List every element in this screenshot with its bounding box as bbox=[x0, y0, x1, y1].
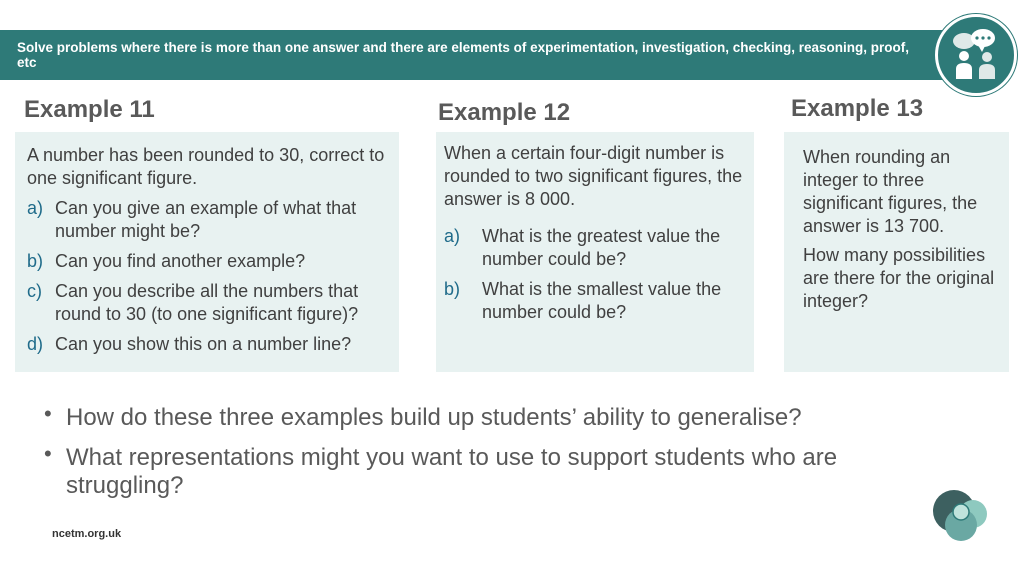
banner-title: Solve problems where there is more than one answer and there are elements of experimentation, investigation, checking, reasoning, proof, etc bbox=[17, 40, 909, 70]
example-11-intro: A number has been rounded to 30, correct to one significant figure. bbox=[27, 145, 385, 188]
bullet-item bbox=[44, 401, 944, 432]
example-13-para-2: How many possibilities are there for the original integer? bbox=[803, 245, 995, 311]
people-discussion-icon bbox=[935, 14, 1017, 96]
header-banner bbox=[0, 30, 1000, 80]
list-text: What is the smallest value the number could be? bbox=[482, 279, 722, 322]
list-text: Can you give an example of what that number might be? bbox=[55, 198, 357, 241]
example-12-intro: When a certain four-digit number is rounded to two significant figures, the answer is 8 000. bbox=[444, 143, 743, 209]
list-label: a) bbox=[27, 198, 44, 218]
list-item bbox=[27, 280, 387, 326]
list-text: Can you show this on a number line? bbox=[55, 334, 352, 354]
bullet-dot: • bbox=[44, 441, 52, 466]
list-label: d) bbox=[27, 334, 44, 354]
list-label: c) bbox=[27, 281, 42, 301]
example-11-box bbox=[15, 132, 399, 372]
example-11-title: Example 11 bbox=[24, 96, 155, 123]
bullet-text: How do these three examples build up students’ ability to generalise? bbox=[66, 404, 802, 431]
example-13-para-1: When rounding an integer to three significant figures, the answer is 13 700. bbox=[803, 147, 978, 236]
list-label: b) bbox=[444, 279, 461, 299]
list-label: a) bbox=[444, 226, 461, 246]
list-text: Can you describe all the numbers that round to 30 (to one significant figure)? bbox=[55, 281, 359, 324]
ncetm-logo-icon bbox=[928, 488, 992, 551]
list-item bbox=[27, 197, 387, 243]
bullet-item bbox=[44, 441, 944, 500]
bullet-text: What representations might you want to use to support students who are struggling? bbox=[66, 444, 838, 499]
example-13-box bbox=[784, 132, 1009, 372]
list-text: Can you find another example? bbox=[55, 251, 306, 271]
example-12-list bbox=[444, 225, 748, 324]
list-text: What is the greatest value the number could be? bbox=[482, 226, 721, 269]
example-13-title: Example 13 bbox=[791, 95, 924, 122]
bullet-dot: • bbox=[44, 401, 52, 426]
list-label: b) bbox=[27, 251, 44, 271]
discussion-bullets bbox=[44, 401, 944, 512]
list-item bbox=[444, 278, 748, 324]
list-item bbox=[27, 333, 387, 356]
list-item bbox=[27, 250, 387, 273]
example-11-list bbox=[27, 197, 387, 356]
footer-site: ncetm.org.uk bbox=[52, 528, 122, 540]
list-item bbox=[444, 225, 748, 271]
example-12-box bbox=[436, 132, 754, 372]
example-12-title: Example 12 bbox=[438, 99, 571, 126]
